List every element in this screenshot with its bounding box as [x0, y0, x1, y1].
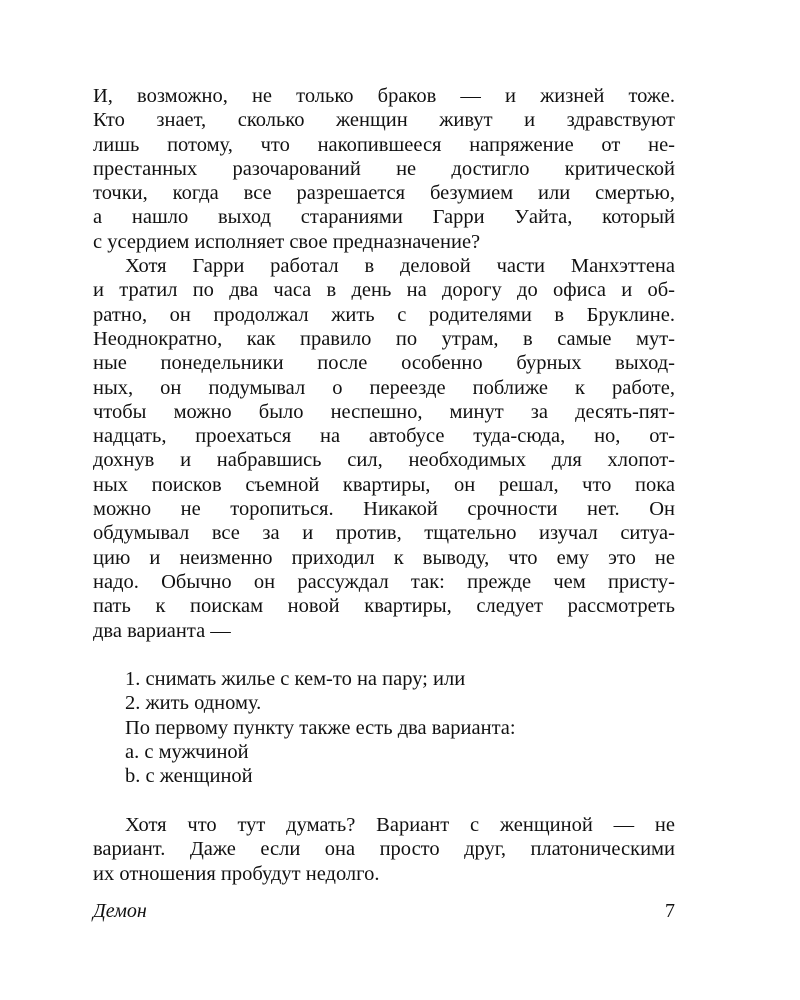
spacer	[93, 643, 675, 667]
text-line: лишь потому, что накопившееся напряжение от не-	[93, 133, 675, 156]
paragraph-3	[93, 813, 675, 886]
paragraph-2	[93, 254, 675, 643]
text-line: пать к поискам новой квартиры, следует рассмотреть	[93, 595, 675, 618]
text-line: Хотя Гарри работал в деловой части Манхэттена	[125, 255, 675, 278]
text-line: ных поисков съемной квартиры, он решал, что пока	[93, 473, 675, 496]
text-line: Кто знает, сколько женщин живут и здравствуют	[93, 109, 675, 132]
text-line: И, возможно, не только браков — и жизней тоже.	[93, 85, 675, 107]
text-line: престанных разочарований не достигло критической	[93, 157, 675, 180]
text-line: цию и неизменно приходил к выводу, что ему это не	[93, 546, 675, 569]
option-list	[93, 667, 675, 788]
list-item: 1. снимать жилье с кем-то на пару; или	[125, 668, 466, 691]
text-line: можно не торопиться. Никакой срочности нет. Он	[93, 498, 675, 521]
running-footer-title: Демон	[93, 900, 147, 922]
text-line: дохнув и набравшись сил, необходимых для хлопот-	[93, 449, 675, 472]
paragraph-1	[93, 84, 675, 254]
text-line: ратно, он продолжал жить с родителями в Бруклине.	[93, 303, 675, 326]
text-line: вариант. Даже если она просто друг, платоническими	[93, 838, 675, 861]
text-line: надо. Обычно он рассуждал так: прежде чем присту-	[93, 570, 675, 593]
page-number: 7	[665, 900, 675, 922]
list-item: По первому пункту также есть два варианта:	[125, 716, 516, 739]
text-line: ных, он подумывал о переезде поближе к работе,	[93, 376, 675, 399]
text-line: Неоднократно, как правило по утрам, в самые мут-	[93, 327, 675, 350]
text-line: ные понедельники после особенно бурных выход-	[93, 352, 675, 375]
text-line: обдумывал все за и против, тщательно изучал ситуа-	[93, 522, 675, 545]
text-line: с усердием исполняет свое предназначение?	[93, 230, 481, 253]
text-line: чтобы можно было неспешно, минут за десять-пят-	[93, 400, 675, 423]
text-line: надцать, проехаться на автобусе туда-сюда, но, от-	[93, 425, 675, 448]
list-item: 2. жить одному.	[125, 692, 262, 715]
text-line: а нашло выход стараниями Гарри Уайта, который	[93, 206, 675, 229]
spacer	[93, 789, 675, 813]
text-line: их отношения пробудут недолго.	[93, 862, 380, 885]
text-line: Хотя что тут думать? Вариант с женщиной — не	[125, 813, 675, 836]
list-item: b. с женщиной	[125, 765, 253, 788]
list-item: a. с мужчиной	[125, 741, 249, 764]
text-line: и тратил по два часа в день на дорогу до офиса и об-	[93, 279, 675, 302]
text-line: точки, когда все разрешается безумием или смертью,	[93, 182, 675, 205]
body-text	[93, 84, 675, 886]
text-line: два варианта —	[93, 619, 231, 642]
